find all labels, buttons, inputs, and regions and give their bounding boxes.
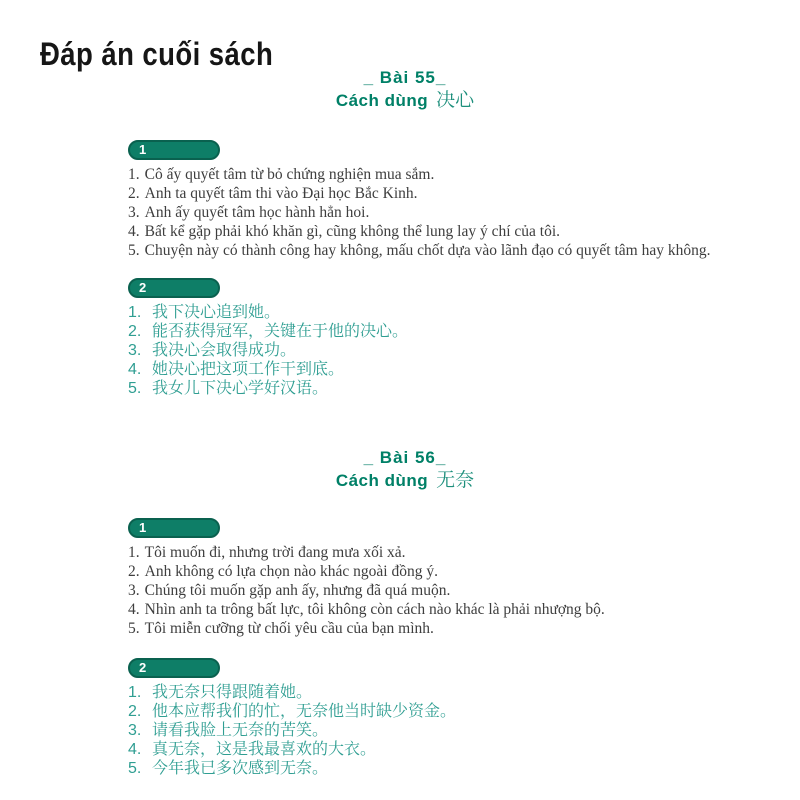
usage-line xyxy=(128,90,682,113)
item-number: 3. xyxy=(128,582,140,599)
lesson-block-55 xyxy=(128,68,711,398)
section-badge-1: 1 xyxy=(128,140,220,160)
list-item xyxy=(128,562,682,581)
list-item xyxy=(128,341,682,360)
item-number: 2. xyxy=(128,323,142,340)
item-text: Bất kể gặp phải khó khăn gì, cũng không thể lung lay ý chí của tôi. xyxy=(144,223,561,240)
item-number: 1. xyxy=(128,304,142,321)
item-number: 4. xyxy=(128,361,142,378)
list-item xyxy=(128,600,682,619)
item-text: 真无奈，这是我最喜欢的大衣。 xyxy=(152,741,377,758)
list-item xyxy=(128,184,682,203)
item-number: 5. xyxy=(128,380,142,397)
list-item xyxy=(128,303,682,322)
item-text: Nhìn anh ta trông bất lực, tôi không còn cách nào khác là phải nhượng bộ. xyxy=(144,601,605,618)
list-item xyxy=(128,203,682,222)
section-badge-2: 2 xyxy=(128,278,220,298)
list-item xyxy=(128,222,682,241)
item-text: Anh không có lựa chọn nào khác ngoài đồng ý. xyxy=(144,563,438,580)
item-text: 她决心把这项工作干到底。 xyxy=(152,361,345,378)
item-text: Tôi miễn cưỡng từ chối yêu cầu của bạn mình. xyxy=(144,620,434,637)
item-number: 4. xyxy=(128,741,142,758)
item-number: 2. xyxy=(128,703,142,720)
item-text: Anh ấy quyết tâm học hành hẳn hoi. xyxy=(144,204,370,221)
list-item xyxy=(128,165,682,184)
list-item xyxy=(128,759,682,778)
item-number: 1. xyxy=(128,684,142,701)
item-text: 请看我脸上无奈的苦笑。 xyxy=(152,722,329,739)
item-text: Tôi muốn đi, nhưng trời đang mưa xối xả. xyxy=(144,544,406,561)
section-badge-2: 2 xyxy=(128,658,220,678)
item-text: 他本应帮我们的忙，无奈他当时缺少资金。 xyxy=(152,703,457,720)
list-item xyxy=(128,241,711,260)
vietnamese-answer-list xyxy=(128,165,711,260)
item-number: 5. xyxy=(128,620,140,637)
item-text: 我女儿下决心学好汉语。 xyxy=(152,380,329,397)
item-number: 3. xyxy=(128,204,140,221)
item-text: 能否获得冠军，关键在于他的决心。 xyxy=(152,323,409,340)
item-text: Anh ta quyết tâm thi vào Đại học Bắc Kinh. xyxy=(144,185,418,202)
list-item xyxy=(128,379,682,398)
list-item xyxy=(128,322,682,341)
item-number: 2. xyxy=(128,185,140,202)
item-number: 5. xyxy=(128,760,142,777)
item-number: 3. xyxy=(128,722,142,739)
item-text: Chúng tôi muốn gặp anh ấy, nhưng đã quá muộn. xyxy=(144,582,451,599)
page-title: Đáp án cuối sách xyxy=(40,36,274,72)
usage-term-chinese: 无奈 xyxy=(436,470,475,491)
item-text: Chuyện này có thành công hay không, mấu chốt dựa vào lãnh đạo có quyết tâm hay không. xyxy=(144,242,711,259)
chinese-answer-list xyxy=(128,683,682,778)
item-number: 2. xyxy=(128,563,140,580)
list-item xyxy=(128,360,682,379)
item-number: 4. xyxy=(128,601,140,618)
list-item xyxy=(128,619,682,638)
item-number: 1. xyxy=(128,544,140,561)
list-item xyxy=(128,543,682,562)
vietnamese-answer-list xyxy=(128,543,682,638)
chinese-answer-list xyxy=(128,303,682,398)
item-number: 4. xyxy=(128,223,140,240)
lesson-block-56 xyxy=(128,448,682,778)
item-text: 我决心会取得成功。 xyxy=(152,342,297,359)
item-number: 3. xyxy=(128,342,142,359)
item-text: 今年我已多次感到无奈。 xyxy=(152,760,329,777)
usage-label: Cách dùng xyxy=(335,91,429,110)
item-number: 5. xyxy=(128,242,140,259)
item-number: 1. xyxy=(128,166,140,183)
list-item xyxy=(128,581,682,600)
item-text: 我无奈只得跟随着她。 xyxy=(152,684,313,701)
section-badge-1: 1 xyxy=(128,518,220,538)
item-text: 我下决心追到她。 xyxy=(152,304,281,321)
list-item xyxy=(128,721,682,740)
usage-term-chinese: 决心 xyxy=(436,90,475,111)
list-item xyxy=(128,702,682,721)
lesson-heading: _ Bài 56_ xyxy=(363,448,447,467)
usage-line xyxy=(128,470,682,493)
item-text: Cô ấy quyết tâm từ bỏ chứng nghiện mua sắm. xyxy=(144,166,435,183)
usage-label: Cách dùng xyxy=(335,471,429,490)
list-item xyxy=(128,740,682,759)
list-item xyxy=(128,683,682,702)
lesson-heading: _ Bài 55_ xyxy=(363,68,447,87)
